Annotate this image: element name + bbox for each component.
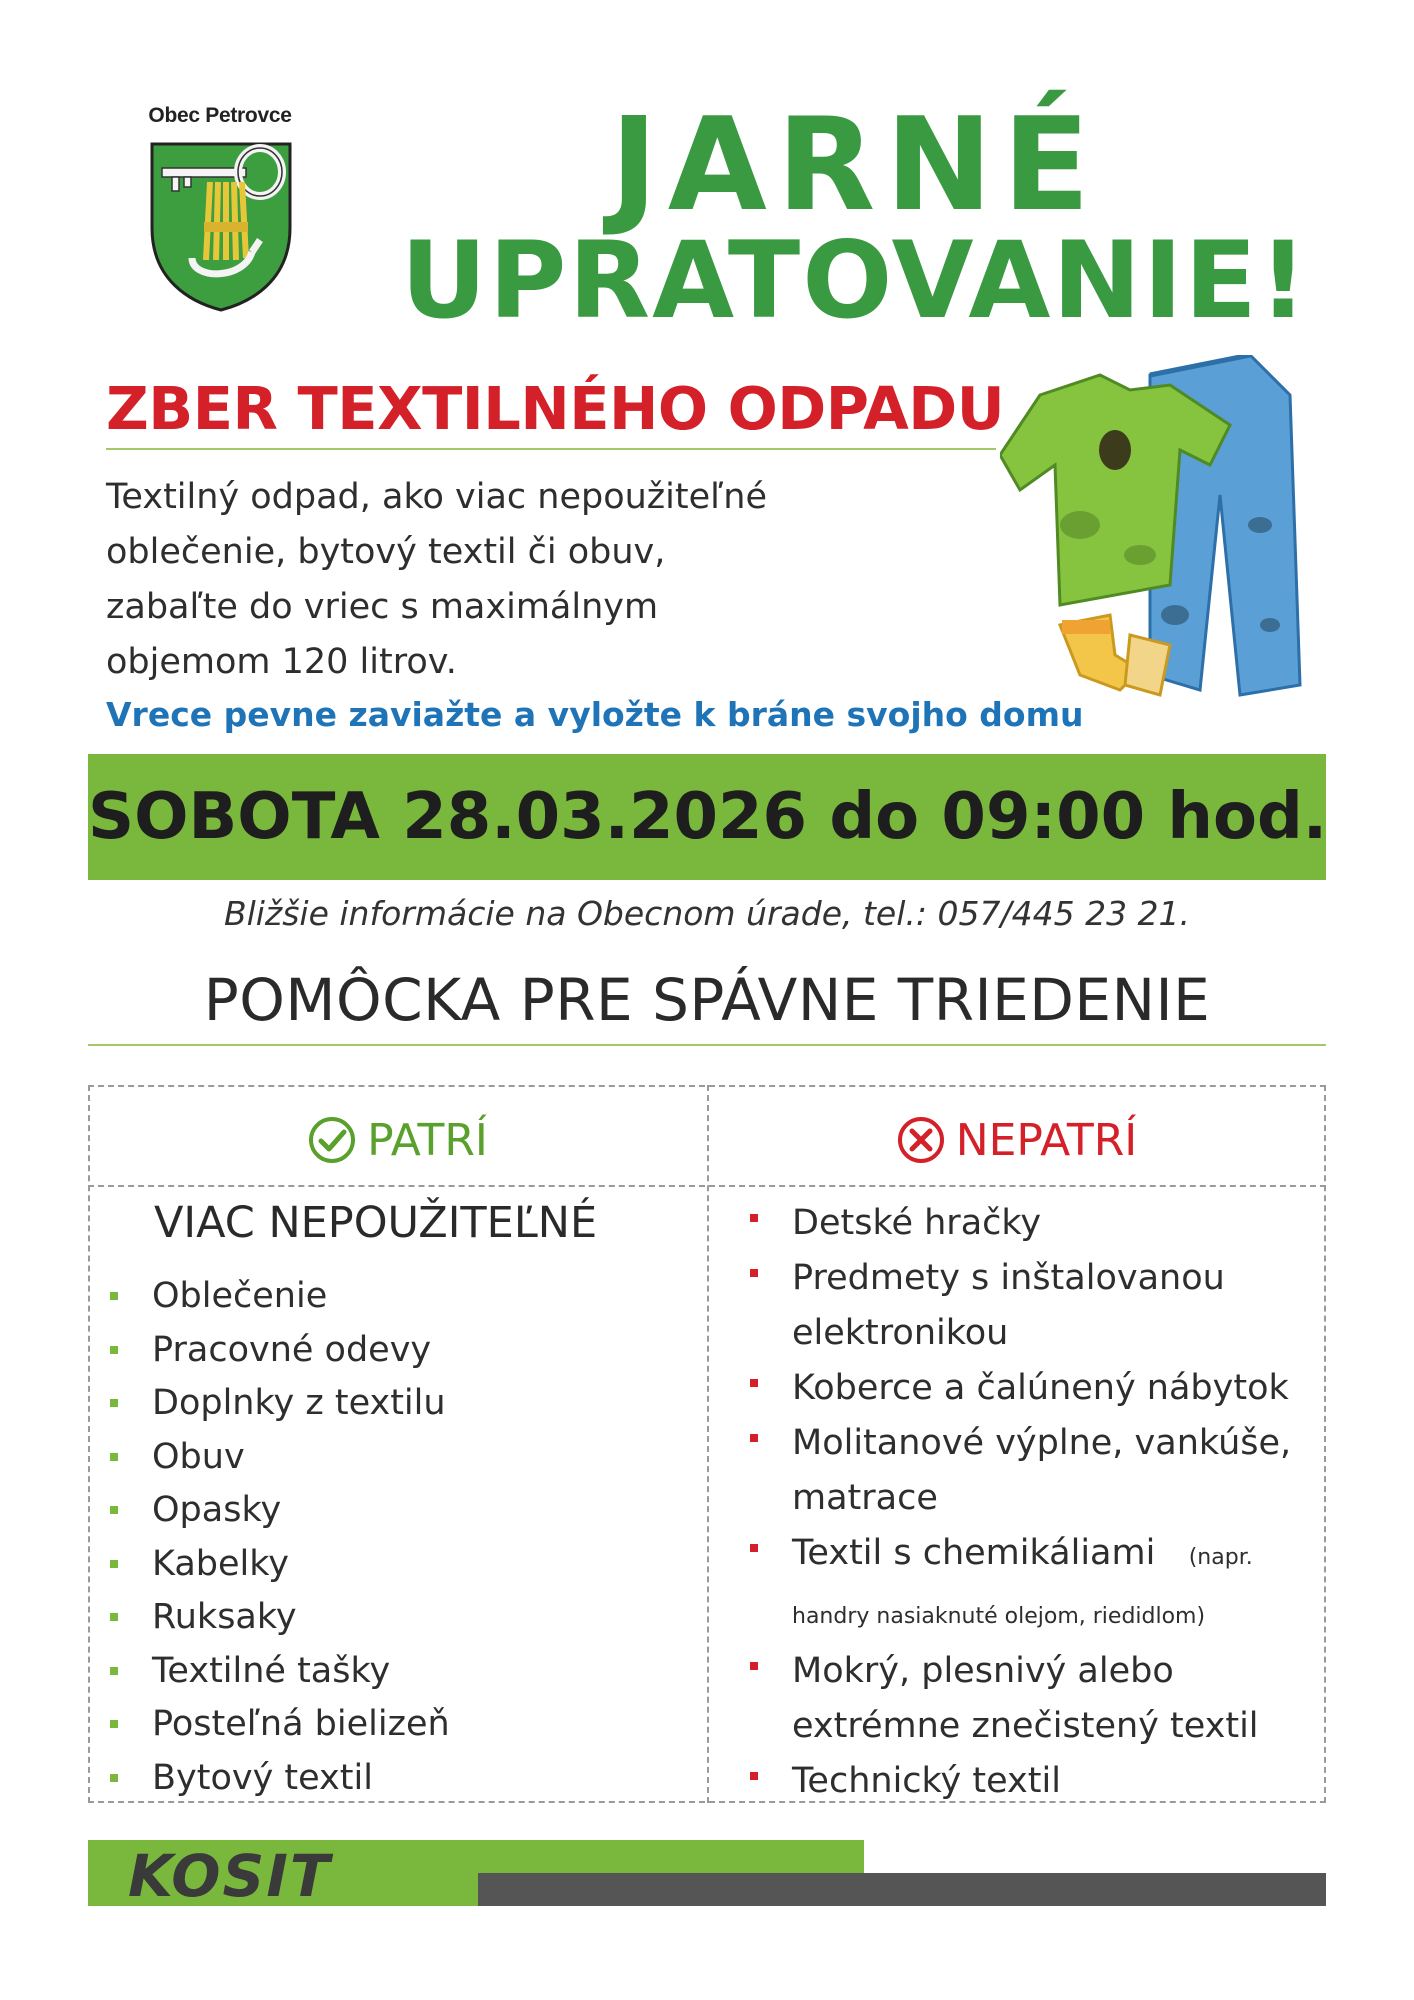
footer-bar-gray [478,1873,1326,1906]
divider [106,448,996,450]
item-text: Textil s chemikáliami [792,1533,1156,1573]
item-text: Molitanové výplne, vankúše, matrace [792,1423,1292,1518]
item-text: Technický textil [792,1761,1061,1801]
list-item: Posteľná bielizeň [110,1698,690,1752]
intro-line: objemom 120 litrov. [106,642,457,682]
list-item [750,1361,1320,1416]
list-item: Opasky [110,1484,690,1538]
list-item [750,1526,1320,1644]
contact-info: Bližšie informácie na Obecnom úrade, tel.: 057/445 23 21. [223,894,1191,933]
intro-text [106,470,926,690]
item-text: Detské hračky [792,1203,1042,1243]
list-item: Textilné tašky [110,1645,690,1699]
intro-line: oblečenie, bytový textil či obuv, [106,532,666,572]
list-item [750,1754,1320,1809]
clothes-illustration-icon [1000,355,1340,705]
municipality-name: Obec Petrovce [148,104,292,127]
item-text: Mokrý, plesnivý alebo extrémne znečistený textil [792,1651,1259,1746]
kosit-logo: KOSIT [128,1842,332,1910]
not-belongs-heading-label: NEPATRÍ [955,1114,1138,1166]
list-item: Obuv [110,1431,690,1485]
belongs-heading [88,1110,707,1170]
not-belongs-heading [707,1110,1326,1170]
list-item: Pracovné odevy [110,1324,690,1378]
check-circle-icon [307,1115,357,1165]
belongs-heading-label: PATRÍ [367,1114,488,1166]
list-item [750,1196,1320,1251]
intro-line: Textilný odpad, ako viac nepoužiteľné [106,477,768,517]
column-divider [707,1085,709,1803]
guide-title: POMÔCKA PRE SPÁVNE TRIEDENIE [203,966,1211,1034]
item-text: Predmety s inštalovanou elektronikou [792,1258,1225,1353]
list-item: Bytový textil [110,1752,690,1806]
instruction-text: Vrece pevne zaviažte a vyložte k bráne svojho domu [106,695,1084,734]
item-note: (napr. handry nasiaknuté olejom, riedidlom) [792,1545,1253,1629]
item-text: Koberce a čalúnený nábytok [792,1368,1289,1408]
belongs-subheading: VIAC NEPOUŽITEĽNÉ [154,1198,598,1248]
list-item: Oblečenie [110,1270,690,1324]
list-item [750,1251,1320,1361]
not-belongs-list [750,1196,1320,1809]
subtitle: ZBER TEXTILNÉHO ODPADU [106,374,1005,443]
collection-date: SOBOTA 28.03.2026 do 09:00 hod. [88,780,1328,854]
title-line-1: JARNÉ [610,91,1100,240]
header-divider [88,1185,1326,1187]
belongs-list [110,1270,690,1805]
title-line-2: UPRATOVANIE! [400,219,1310,342]
divider [88,1044,1326,1046]
coat-of-arms-icon [148,140,294,312]
cross-circle-icon [896,1115,946,1165]
list-item [750,1416,1320,1526]
list-item: Doplnky z textilu [110,1377,690,1431]
intro-line: zabaľte do vriec s maximálnym [106,587,659,627]
list-item [750,1644,1320,1754]
list-item: Kabelky [110,1538,690,1592]
list-item: Ruksaky [110,1591,690,1645]
